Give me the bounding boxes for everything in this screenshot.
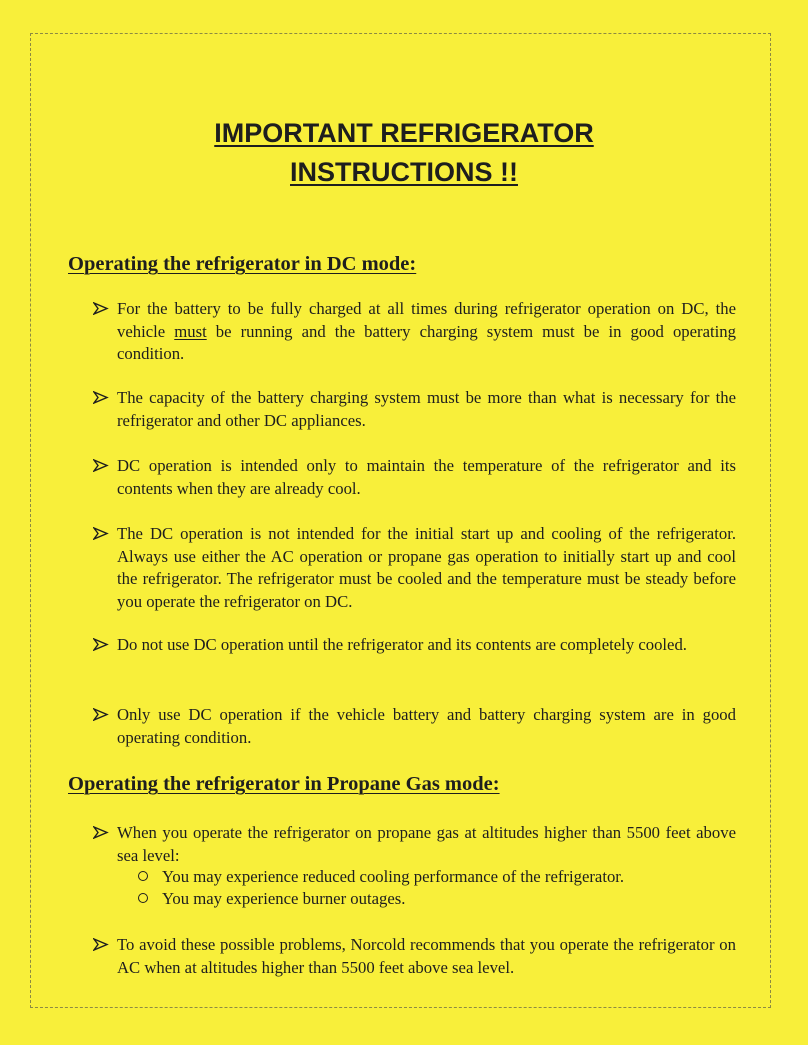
emphasized-word: must bbox=[174, 321, 207, 341]
section-heading-propane-mode: Operating the refrigerator in Propane Gas mode: bbox=[68, 773, 500, 795]
list-item bbox=[93, 387, 736, 432]
arrowhead-bullet-icon bbox=[93, 822, 111, 844]
list-item bbox=[93, 523, 736, 613]
list-item-text: The capacity of the battery charging system must be more than what is necessary for the refrigerator and other DC appliances. bbox=[117, 388, 736, 430]
arrowhead-bullet-icon bbox=[93, 455, 111, 477]
list-item bbox=[93, 934, 736, 979]
list-item-text: To avoid these possible problems, Norcold recommends that you operate the refrigerator on AC when at altitudes higher than 5500 feet above sea level. bbox=[117, 935, 736, 977]
list-item bbox=[93, 455, 736, 500]
sub-list-item bbox=[138, 888, 405, 910]
arrowhead-bullet-icon bbox=[93, 523, 111, 545]
hollow-circle-bullet-icon bbox=[138, 893, 148, 903]
sub-list-item bbox=[138, 866, 624, 888]
list-item bbox=[93, 634, 736, 657]
hollow-circle-bullet-icon bbox=[138, 871, 148, 881]
text-segment: For the battery to be fully charged at all times during refrigerator operation on DC, the vehicle bbox=[117, 299, 736, 341]
section-heading-dc-mode: Operating the refrigerator in DC mode: bbox=[68, 253, 417, 275]
list-item bbox=[93, 822, 736, 867]
list-item-text: Only use DC operation if the vehicle battery and battery charging system are in good operating condition. bbox=[117, 705, 736, 747]
arrowhead-bullet-icon bbox=[93, 634, 111, 656]
list-item bbox=[93, 704, 736, 749]
arrowhead-bullet-icon bbox=[93, 298, 111, 320]
text-segment: be running and the battery charging system must be in good operating condition. bbox=[117, 321, 736, 363]
arrowhead-bullet-icon bbox=[93, 704, 111, 726]
sub-list-item-text: You may experience reduced cooling performance of the refrigerator. bbox=[162, 867, 625, 886]
list-item bbox=[93, 298, 736, 366]
list-item-text: When you operate the refrigerator on propane gas at altitudes higher than 5500 feet above sea level: bbox=[117, 823, 736, 865]
arrowhead-bullet-icon bbox=[93, 387, 111, 409]
list-item-text: Do not use DC operation until the refrigerator and its contents are completely cooled. bbox=[117, 635, 687, 654]
page-title-line-2: INSTRUCTIONS !! bbox=[290, 157, 518, 187]
arrowhead-bullet-icon bbox=[93, 934, 111, 956]
page-title-line-1: IMPORTANT REFRIGERATOR bbox=[214, 118, 594, 148]
list-item-text bbox=[117, 298, 736, 366]
sub-list-item-text: You may experience burner outages. bbox=[162, 889, 406, 908]
list-item-text: The DC operation is not intended for the initial start up and cooling of the refrigerator. Always use either the AC operation or propane gas operation to initially start up and cool the refrigerator. The refrigerator must be cooled and the temperature must be steady before you operate the refrigerator on DC. bbox=[117, 524, 736, 611]
list-item-text: DC operation is intended only to maintain the temperature of the refrigerator and its contents when they are already cool. bbox=[117, 456, 736, 498]
